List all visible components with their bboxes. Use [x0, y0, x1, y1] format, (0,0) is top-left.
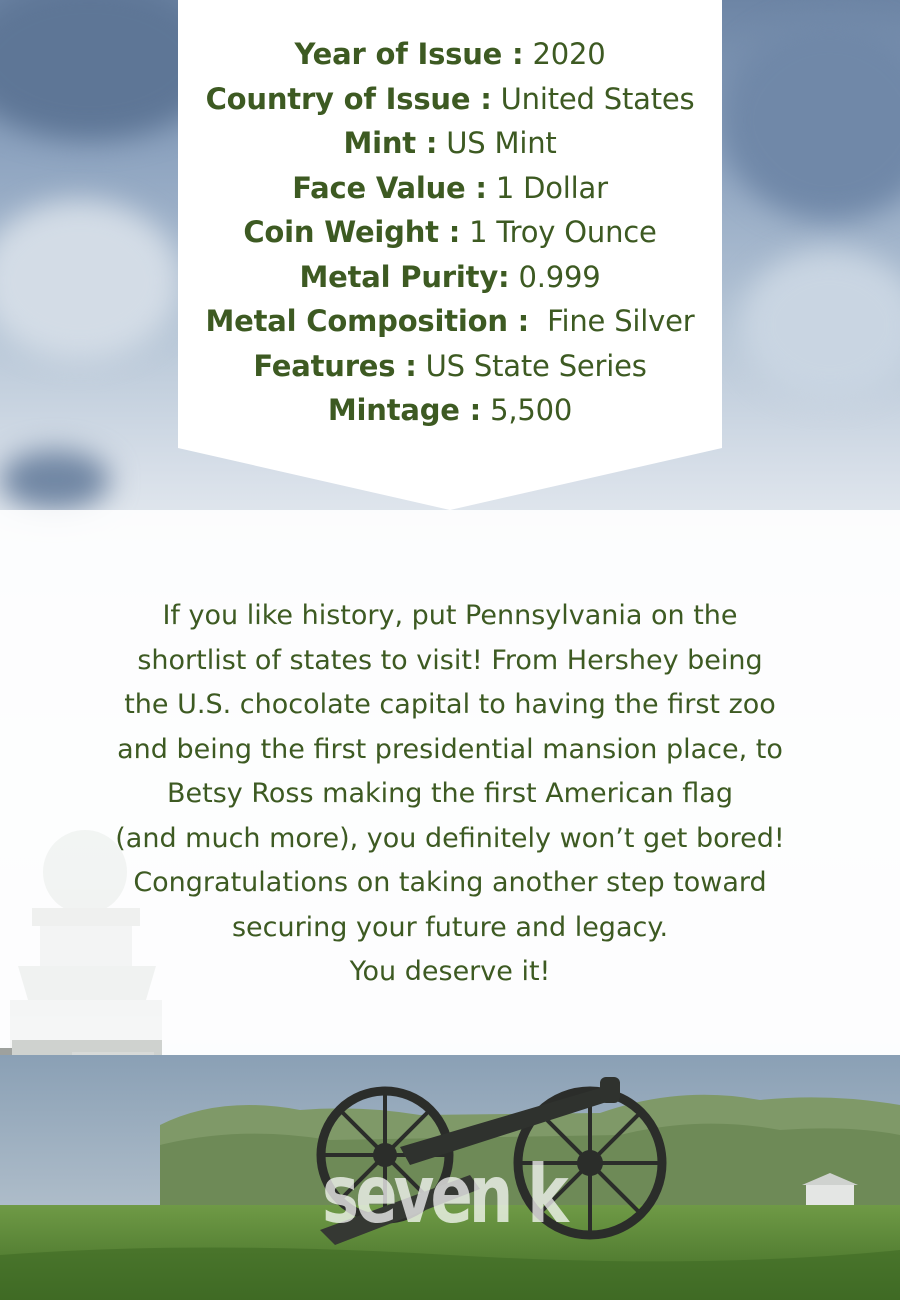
cloud — [0, 200, 180, 360]
message-line: and being the first presidential mansion place, to — [117, 733, 783, 765]
spec-value: 5,500 — [490, 393, 573, 427]
spec-row-year — [178, 32, 722, 77]
message-line: shortlist of states to visit! From Hershey being — [137, 644, 763, 676]
spec-row-mint — [178, 121, 722, 166]
message-line: securing your future and legacy. — [231, 911, 669, 943]
cloud — [720, 20, 900, 220]
spec-label: Mint : — [343, 126, 438, 160]
message-line: Congratulations on taking another step toward — [133, 867, 767, 898]
cloud — [740, 250, 900, 400]
spec-value: 2020 — [532, 37, 606, 71]
arrow-shadow — [0, 510, 900, 562]
spec-value: 1 Dollar — [495, 170, 608, 205]
spec-row-features — [178, 344, 722, 389]
spec-row-face-value — [178, 166, 722, 211]
spec-label: Year of Issue : — [294, 37, 524, 71]
spec-value: 1 Troy Ounce — [469, 215, 657, 249]
spec-value: Fine Silver — [538, 304, 695, 338]
spec-row-mintage — [178, 388, 722, 433]
spec-value: 0.999 — [518, 259, 601, 294]
spec-value: US State Series — [425, 348, 647, 383]
spec-list — [178, 32, 722, 433]
message-line: (and much more), you definitely won’t get bored! — [115, 822, 785, 854]
spec-row-composition — [178, 299, 722, 344]
spec-label: Face Value : — [292, 170, 487, 205]
spec-label: Metal Purity: — [299, 259, 510, 294]
message-line: the U.S. chocolate capital to having the first zoo — [124, 689, 776, 720]
spec-row-country — [178, 77, 722, 122]
spec-label: Country of Issue : — [205, 81, 492, 116]
spec-value: US Mint — [446, 126, 557, 160]
message-line: You deserve it! — [349, 956, 551, 987]
spec-value: United States — [500, 81, 695, 116]
spec-label: Mintage : — [327, 393, 482, 427]
spec-card — [178, 0, 722, 510]
spec-row-weight — [178, 210, 722, 255]
spec-label: Features : — [253, 348, 417, 383]
message-line: Betsy Ross making the first American flag — [167, 778, 733, 809]
message-text — [60, 594, 840, 995]
spec-label: Coin Weight : — [243, 215, 461, 249]
cloud — [0, 450, 110, 510]
brand-logo: seven k — [322, 1148, 565, 1241]
spec-label: Metal Composition : — [205, 304, 530, 338]
message-line: If you like history, put Pennsylvania on the — [162, 600, 738, 631]
spec-row-purity — [178, 255, 722, 300]
